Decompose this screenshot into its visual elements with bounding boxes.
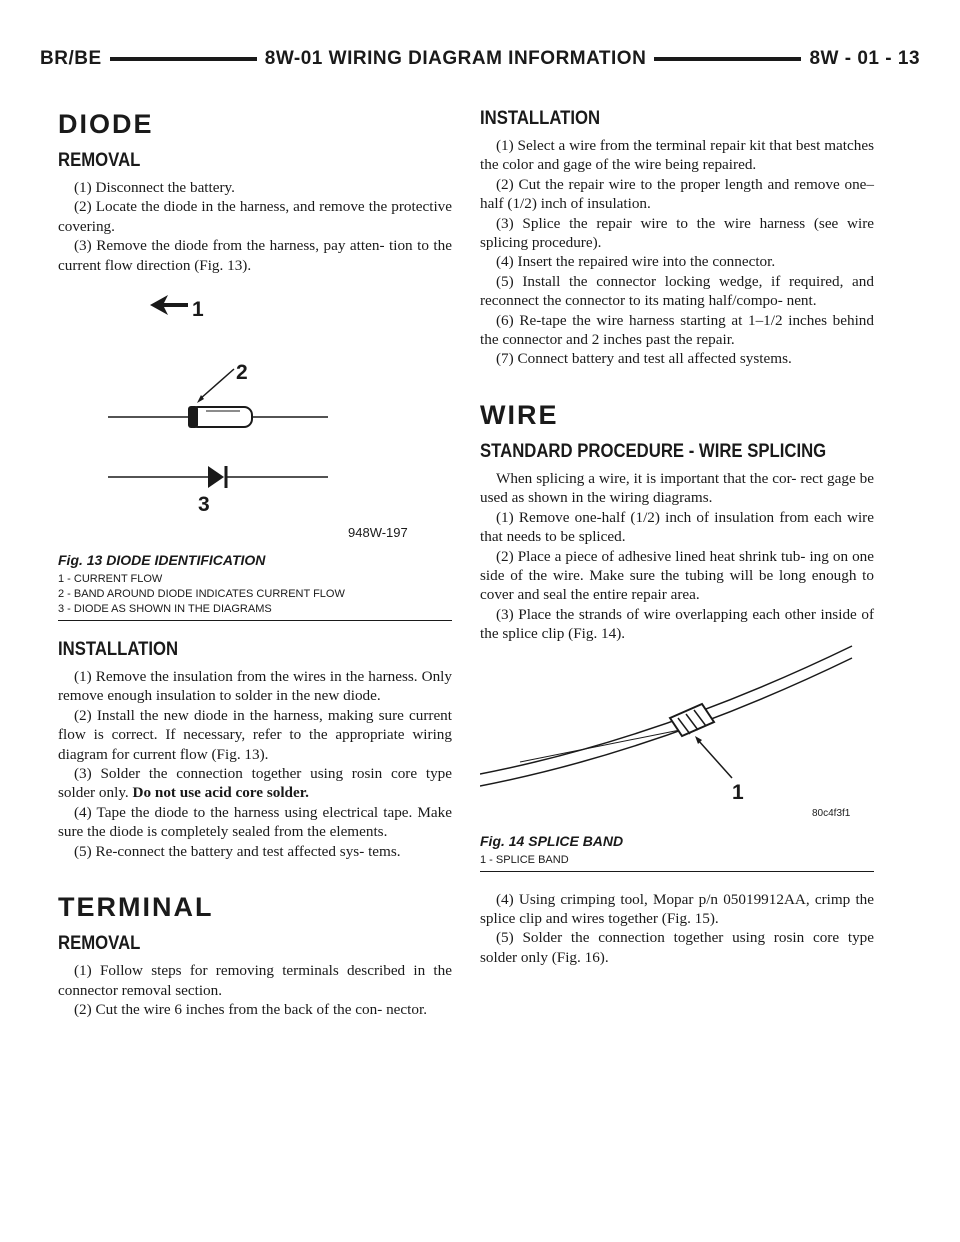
fig14-splice-band [480, 644, 874, 872]
fig13-legend-item: 1 - CURRENT FLOW [58, 573, 163, 586]
terminal-install-step: (1) Select a wire from the terminal repair kit that best matches the color and gage of the wire being repaired. [480, 137, 874, 174]
wire-strands-icon [480, 646, 852, 786]
diode-title: DIODE [58, 109, 154, 139]
left-column [58, 108, 452, 1019]
diode-install-step: (2) Install the new diode in the harness, making sure current flow is correct. If necessary, refer to the appropriate wiring diagram for current flow (Fig. 13). [58, 706, 452, 763]
diode-removal-step: (3) Remove the diode from the harness, pay atten- tion to the current flow direction (Fig. 13). [58, 237, 452, 274]
header-center: 8W-01 WIRING DIAGRAM INFORMATION [264, 48, 647, 69]
terminal-title: TERMINAL [58, 892, 214, 923]
wire-title: WIRE [480, 399, 559, 430]
fig14-legend-item: 1 - SPLICE BAND [480, 853, 569, 866]
fig13-diode-identification [58, 275, 452, 621]
step3-text: (3) Solder the connection together using rosin core type solder only. [58, 765, 452, 802]
wire-splice-step: When splicing a wire, it is important that the cor- rect gage be used as shown in the wiring diagrams. [480, 469, 874, 507]
wire-splice-step: (2) Place a piece of adhesive lined heat shrink tub- ing on one side of the wire. Make sure the tubing will be long enough to cover and seal the entire repair area. [480, 547, 874, 604]
fig13-rule [58, 620, 452, 621]
right-column [480, 108, 874, 967]
wire-splice-step: (3) Place the strands of wire overlapping each other inside of the splice clip (Fig. 14). [480, 605, 874, 643]
header-rule-right [654, 57, 801, 61]
diode-install-step: (1) Remove the insulation from the wires in the harness. Only remove enough insulation to solder in the new diode. [58, 668, 452, 705]
terminal-install-step: (6) Re-tape the wire harness starting at 1–1/2 inches behind the connector and 2 inches past the repair. [480, 311, 874, 349]
terminal-install-step: (4) Insert the repaired wire into the connector. [496, 253, 776, 271]
splice-illustration [480, 644, 874, 828]
diode-illustration [58, 275, 452, 547]
diode-install-step-3 [58, 764, 452, 803]
diode-install-step: (4) Tape the diode to the harness using electrical tape. Make sure the diode is completely sealed from the elements. [58, 803, 452, 841]
header-page-number: 8W - 01 - 13 [809, 48, 921, 69]
terminal-install-step: (2) Cut the repair wire to the proper length and remove one–half (1/2) inch of insulation. [480, 175, 874, 213]
terminal-installation-title: INSTALLATION [480, 108, 601, 129]
wire-procedure-title: STANDARD PROCEDURE - WIRE SPLICING [480, 440, 827, 462]
fig13-caption: Fig. 13 DIODE IDENTIFICATION [58, 552, 266, 569]
fig14-rule [480, 871, 874, 872]
wire-splice-step: (5) Solder the connection together using rosin core type solder only (Fig. 16). [480, 929, 874, 966]
diode-symbol-icon [108, 466, 328, 488]
terminal-removal-step: (2) Cut the wire 6 inches from the back of the con- nector. [74, 1000, 427, 1018]
current-flow-arrow-icon [150, 295, 188, 315]
page-header [40, 44, 920, 74]
header-left: BR/BE [40, 48, 102, 69]
fig13-legend-item: 2 - BAND AROUND DIODE INDICATES CURRENT FLOW [58, 588, 345, 601]
terminal-removal-step: (1) Follow steps for removing terminals described in the connector removal section. [58, 962, 452, 999]
terminal-install-step: (3) Splice the repair wire to the wire harness (see wire splicing procedure). [480, 214, 874, 252]
diode-installation-title: INSTALLATION [58, 639, 179, 661]
diode-removal-step: (2) Locate the diode in the harness, and remove the protective covering. [58, 198, 452, 235]
callout-1: 1 [732, 780, 744, 804]
diode-removal-step: (1) Disconnect the battery. [74, 179, 235, 196]
terminal-install-step: (7) Connect battery and test all affected systems. [496, 350, 792, 368]
fig13-legend-item: 3 - DIODE AS SHOWN IN THE DIAGRAMS [58, 603, 272, 616]
wire-splice-step: (4) Using crimping tool, Mopar p/n 05019912AA, crimp the splice clip and wires together (Fig. 15). [480, 890, 874, 927]
callout-3: 3 [198, 493, 210, 517]
figure-code: 80c4f3f1 [812, 807, 851, 819]
callout-2: 2 [236, 361, 248, 385]
header-rule-left [110, 57, 257, 61]
diode-removal-title: REMOVAL [58, 150, 141, 171]
diode-body-icon [108, 406, 328, 428]
step3-warning: Do not use acid core solder. [132, 784, 309, 802]
callout-1: 1 [192, 298, 204, 322]
terminal-removal-title: REMOVAL [58, 933, 141, 955]
figure-code: 948W-197 [348, 525, 408, 541]
wire-splice-step: (1) Remove one-half (1/2) inch of insulation from each wire that needs to be spliced. [480, 508, 874, 546]
diode-install-step: (5) Re-connect the battery and test affected sys- tems. [74, 842, 401, 860]
fig14-caption: Fig. 14 SPLICE BAND [480, 832, 624, 849]
terminal-install-step: (5) Install the connector locking wedge, if required, and reconnect the connector to its mating half/compo- nent. [480, 272, 874, 310]
